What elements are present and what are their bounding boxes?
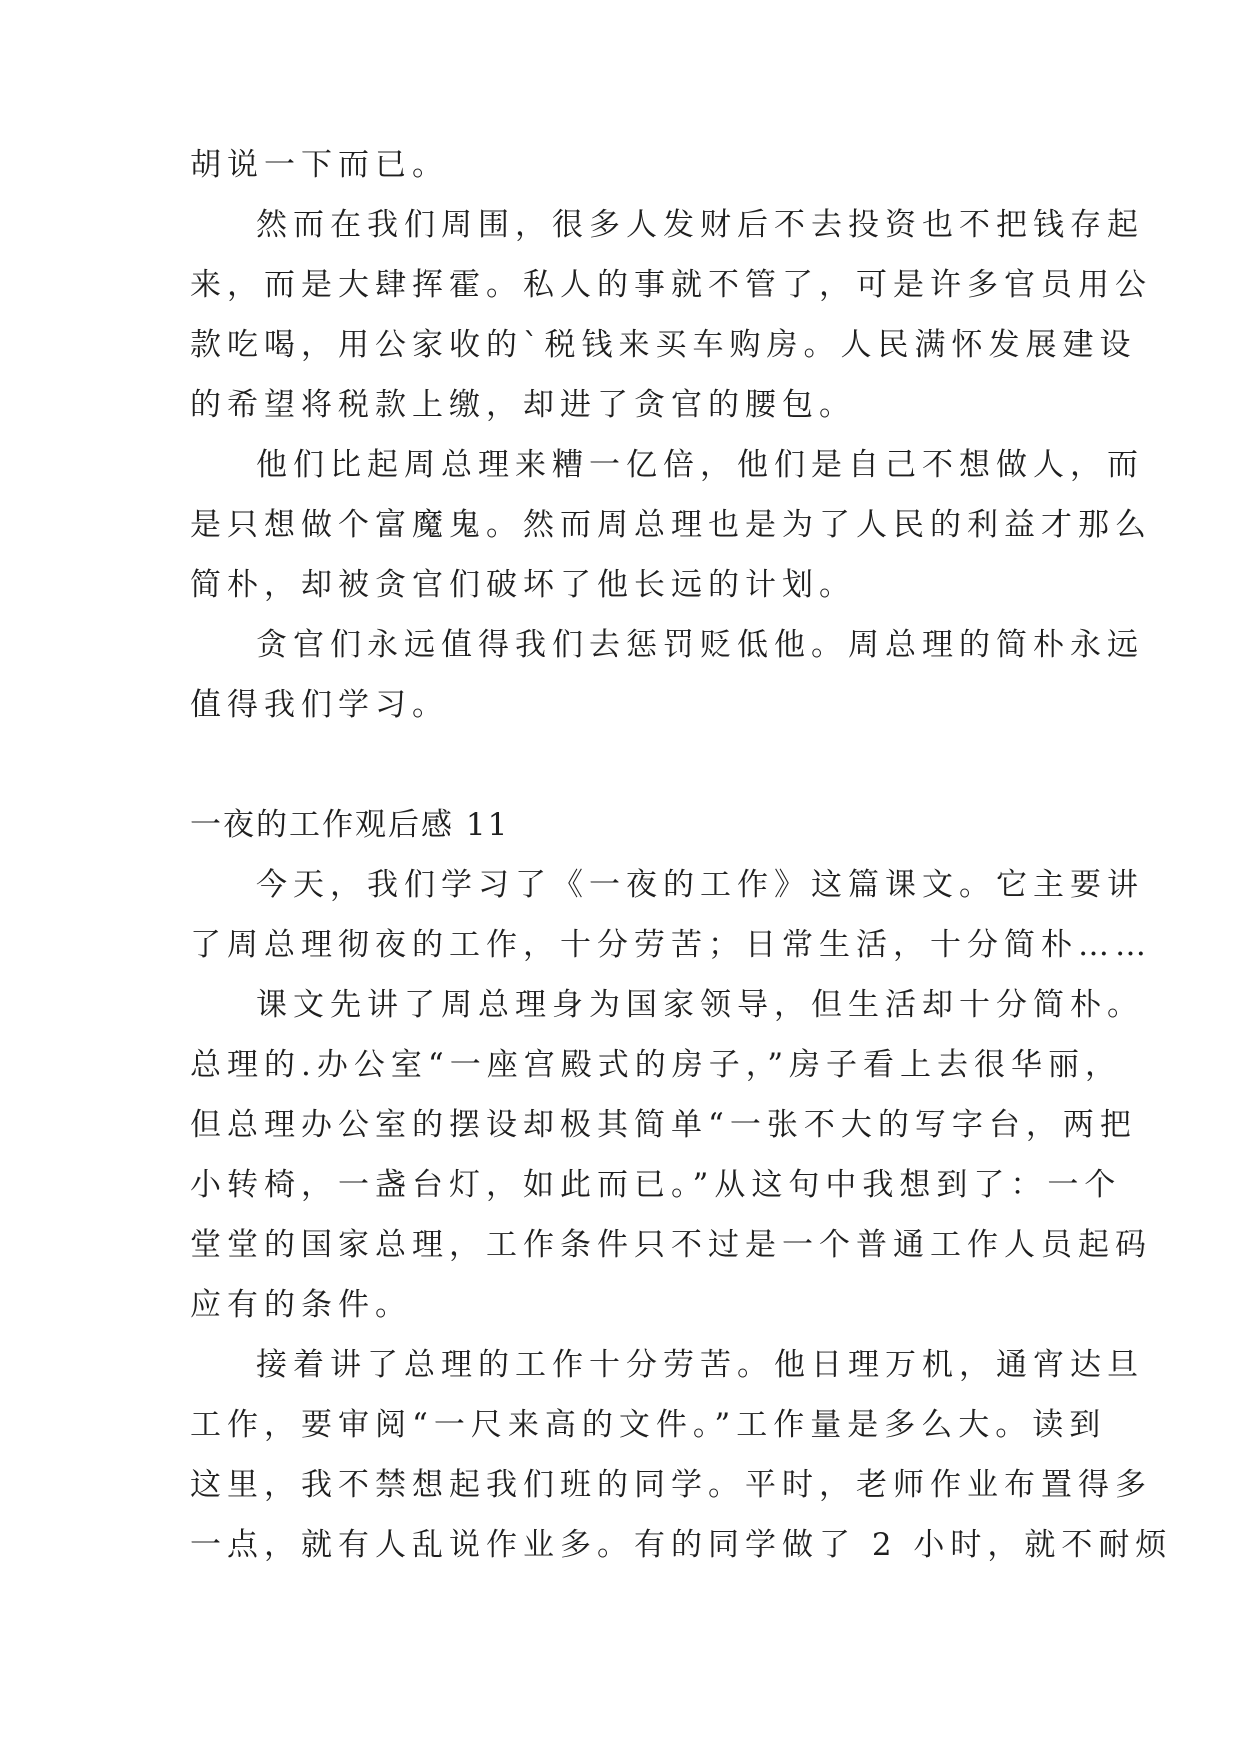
paragraph-line: 但总理办公室的摆设却极其简单“一张不大的写字台，两把 [190, 1107, 1137, 1143]
paragraph-line: 总理的.办公室“一座宫殿式的房子，”房子看上去很华丽， [190, 1047, 1123, 1083]
paragraph-line: 款吃喝，用公家收的`税钱来买车购房。人民满怀发展建设 [190, 327, 1137, 363]
paragraph-line: 堂堂的国家总理，工作条件只不过是一个普通工作人员起码 [190, 1227, 1152, 1263]
paragraph-line: 的希望将税款上缴，却进了贪官的腰包。 [190, 387, 856, 423]
paragraph-line: 一点，就有人乱说作业多。有的同学做了 2 小时，就不耐烦 [190, 1527, 1173, 1563]
paragraph-line: 工作，要审阅“一尺来高的文件。”工作量是多么大。读到 [190, 1407, 1107, 1443]
paragraph-line: 来，而是大肆挥霍。私人的事就不管了，可是许多官员用公 [190, 267, 1152, 303]
paragraph-line: 是只想做个富魔鬼。然而周总理也是为了人民的利益才那么 [190, 507, 1152, 543]
paragraph-line: 小转椅，一盏台灯，如此而已。”从这句中我想到了：一个 [190, 1167, 1122, 1203]
paragraph-line: 了周总理彻夜的工作，十分劳苦；日常生活，十分简朴…… [190, 927, 1152, 963]
paragraph-line: 胡说一下而已。 [190, 147, 449, 183]
previous-essay-ending [190, 135, 1152, 735]
section-title-text: 一夜的工作观后感 11 [190, 807, 510, 843]
paragraph-line: 课文先讲了周总理身为国家领导，但生活却十分简朴。 [256, 987, 1144, 1023]
paragraph-line: 然而在我们周围，很多人发财后不去投资也不把钱存起 [256, 207, 1144, 243]
paragraph-line: 简朴，却被贪官们破坏了他长远的计划。 [190, 567, 856, 603]
section-title [190, 795, 1060, 855]
paragraph-line: 接着讲了总理的工作十分劳苦。他日理万机，通宵达旦 [256, 1347, 1144, 1383]
paragraph-line: 应有的条件。 [190, 1287, 412, 1323]
paragraph-line: 贪官们永远值得我们去惩罚贬低他。周总理的简朴永远 [256, 627, 1144, 663]
paragraph-line: 今天，我们学习了《一夜的工作》这篇课文。它主要讲 [256, 867, 1144, 903]
paragraph-line: 他们比起周总理来糟一亿倍，他们是自己不想做人，而 [256, 447, 1144, 483]
essay-body [190, 855, 1173, 1575]
paragraph-line: 这里，我不禁想起我们班的同学。平时，老师作业布置得多 [190, 1467, 1152, 1503]
paragraph-line: 值得我们学习。 [190, 687, 449, 723]
